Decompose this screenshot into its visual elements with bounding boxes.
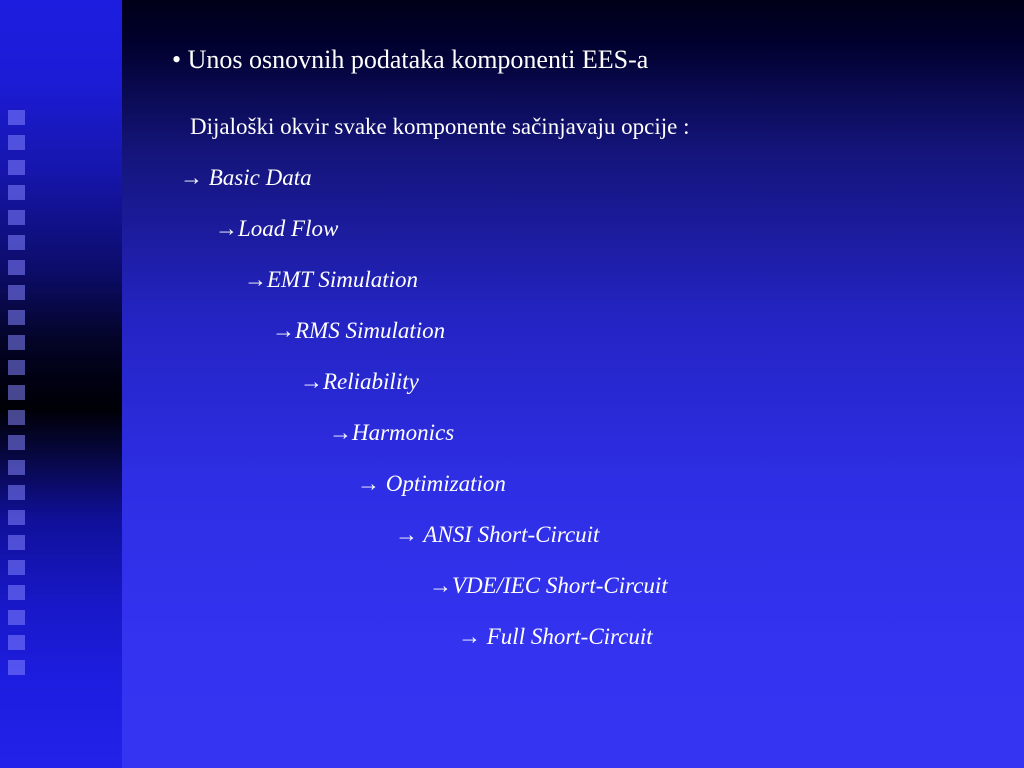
option-optimization bbox=[357, 469, 506, 499]
option-label: Basic Data bbox=[203, 165, 312, 190]
title-text: Unos osnovnih podataka komponenti EES-a bbox=[187, 45, 649, 74]
option-ansi-short-circuit bbox=[395, 520, 599, 550]
arrow-right-icon: → bbox=[429, 573, 452, 598]
arrow-right-icon: → bbox=[329, 420, 352, 445]
option-label: EMT Simulation bbox=[267, 267, 419, 292]
slide-title bbox=[172, 44, 648, 76]
arrow-right-icon: → bbox=[458, 624, 481, 649]
bullet-icon: • bbox=[172, 45, 182, 74]
option-label: RMS Simulation bbox=[295, 318, 446, 343]
option-basic-data bbox=[180, 163, 312, 193]
option-harmonics bbox=[329, 418, 454, 448]
arrow-right-icon: → bbox=[357, 471, 380, 496]
option-emt-simulation bbox=[244, 265, 418, 295]
arrow-right-icon: → bbox=[215, 216, 238, 241]
option-reliability bbox=[300, 367, 419, 397]
option-label: ANSI Short-Circuit bbox=[418, 522, 600, 547]
option-full-short-circuit bbox=[458, 622, 653, 652]
option-label: Optimization bbox=[380, 471, 506, 496]
option-label: Load Flow bbox=[238, 216, 339, 241]
option-label: Reliability bbox=[323, 369, 419, 394]
slide-subtitle: Dijaloški okvir svake komponente sačinjavaju opcije : bbox=[190, 114, 690, 139]
option-label: Harmonics bbox=[352, 420, 455, 445]
arrow-right-icon: → bbox=[180, 165, 203, 190]
option-rms-simulation bbox=[272, 316, 445, 346]
arrow-right-icon: → bbox=[395, 522, 418, 547]
arrow-right-icon: → bbox=[272, 318, 295, 343]
arrow-right-icon: → bbox=[300, 369, 323, 394]
option-vde-iec-short-circuit bbox=[429, 571, 668, 601]
arrow-right-icon: → bbox=[244, 267, 267, 292]
option-label: Full Short-Circuit bbox=[481, 624, 653, 649]
option-label: VDE/IEC Short-Circuit bbox=[452, 573, 668, 598]
option-load-flow bbox=[215, 214, 338, 244]
